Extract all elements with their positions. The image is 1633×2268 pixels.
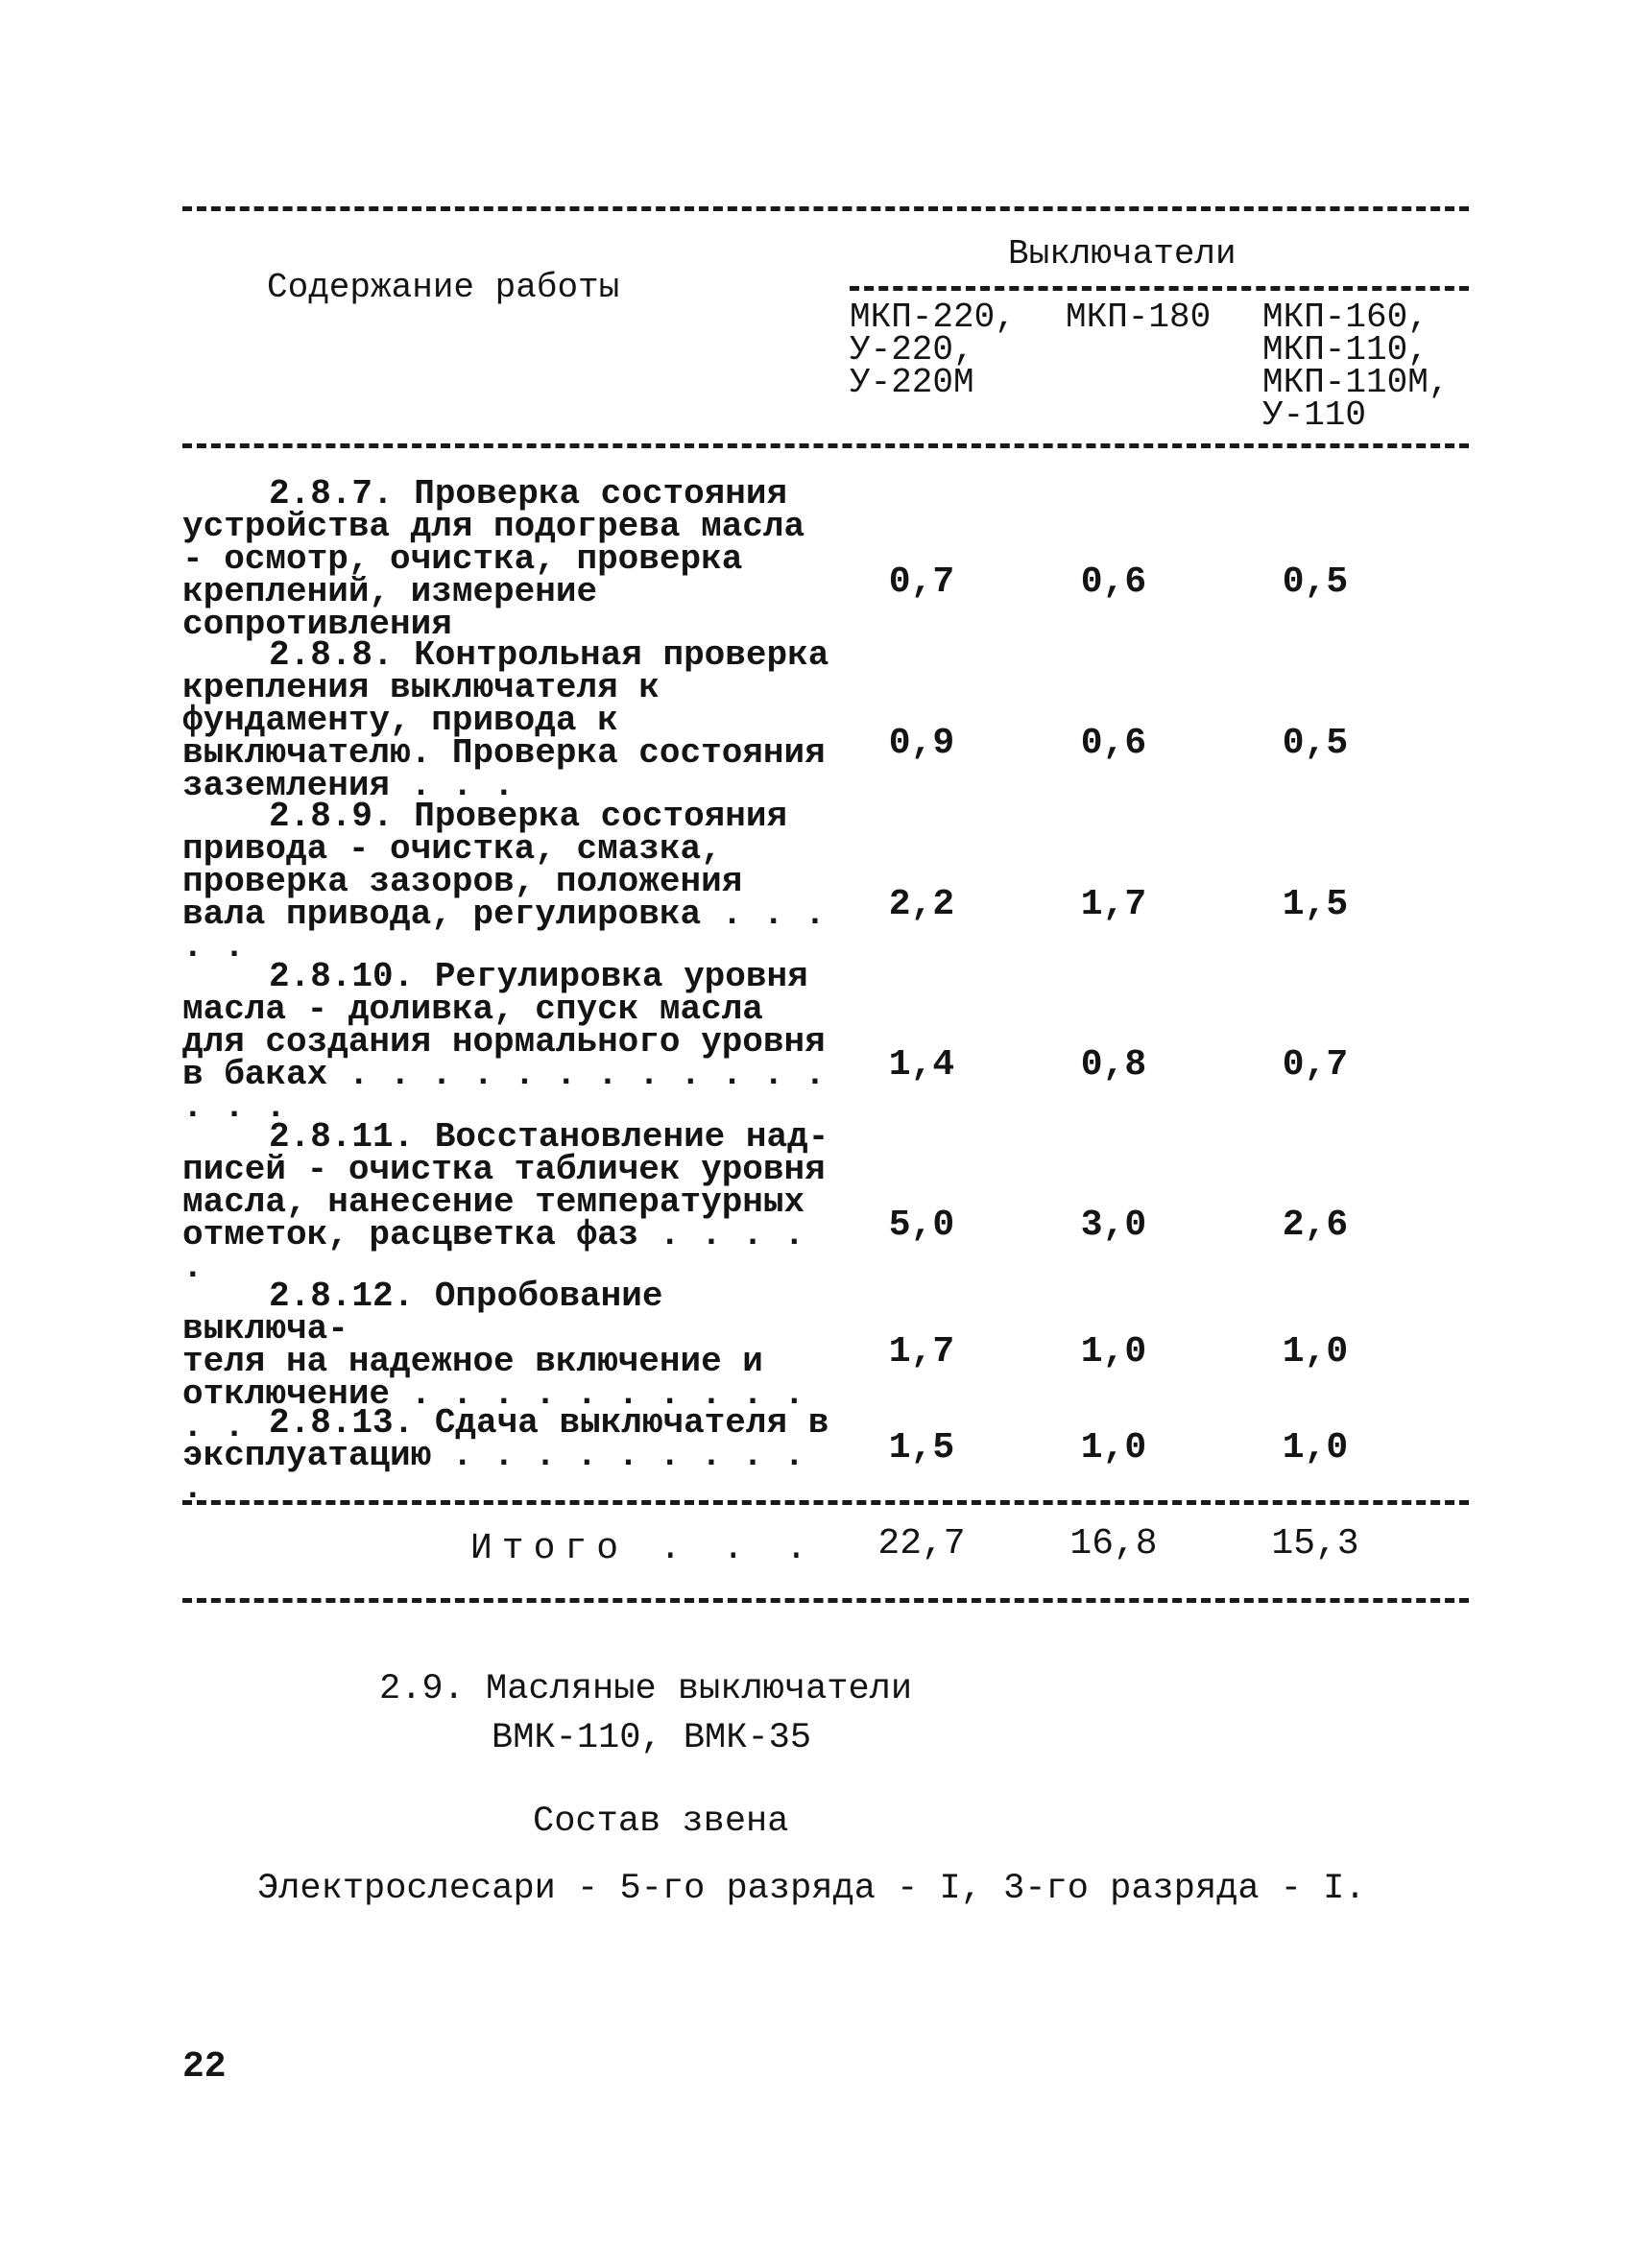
total-label: Итого . . . [470, 1528, 817, 1569]
value-cell: 1,5 [1282, 884, 1349, 925]
value-cell: 1,7 [1080, 884, 1147, 925]
row-title: 2.8.13. Сдача выключателя в [269, 1403, 829, 1443]
value-cell: 0,6 [1080, 723, 1147, 764]
row-title: 2.8.9. Проверка состояния [269, 797, 788, 836]
total-value: 15,3 [1271, 1523, 1359, 1564]
value-cell: 0,7 [1282, 1044, 1349, 1086]
table-top-rule [182, 206, 1469, 211]
value-cell: 2,2 [888, 884, 955, 925]
row-text: писей - очистка табличек уровня масла, нанесение температурных отметок, расцветка фаз . . . . . [182, 1150, 826, 1287]
row-text: крепления выключателя к фундаменту, привода к выключателю. Проверка состояния заземления . . . [182, 668, 826, 805]
value-cell: 0,5 [1282, 723, 1349, 764]
section-heading: 2.9. Масляные выключатели [379, 1669, 913, 1709]
row-description [182, 474, 835, 644]
row-description [182, 957, 835, 1127]
crew-composition: Электрослесари - 5-го разряда - I, 3-го разряда - I. [257, 1869, 1366, 1909]
value-cell: 1,4 [888, 1044, 955, 1086]
value-cell: 1,0 [1282, 1427, 1349, 1468]
row-description [182, 797, 835, 967]
work-content-header: Содержание работы [267, 268, 620, 307]
row-title: 2.8.11. Восстановление над- [269, 1117, 829, 1157]
column-header-mkp180: МКП-180 [1066, 298, 1212, 337]
row-description [182, 635, 835, 805]
section-heading-models: ВМК-110, ВМК-35 [492, 1718, 812, 1758]
row-text: привода - очистка, смазка, проверка зазоров, положения вала привода, регулировка . . . . . [182, 829, 826, 967]
value-cell: 1,0 [1080, 1427, 1147, 1468]
value-cell: 1,0 [1080, 1331, 1147, 1373]
value-cell: 0,7 [888, 561, 955, 603]
row-description [182, 1403, 835, 1508]
row-title: 2.8.12. Опробование выключа- [182, 1277, 663, 1349]
header-bottom-rule [182, 443, 1469, 448]
value-cell: 0,8 [1080, 1044, 1147, 1086]
value-cell: 1,7 [888, 1331, 955, 1373]
row-title: 2.8.10. Регулировка уровня [269, 957, 808, 996]
total-value: 22,7 [877, 1523, 966, 1564]
value-cell: 0,5 [1282, 561, 1349, 603]
page-number: 22 [182, 2046, 227, 2088]
column-header-mkp220: МКП-220, У-220, У-220М [850, 298, 1016, 402]
total-value: 16,8 [1069, 1523, 1158, 1564]
table-bottom-rule [182, 1598, 1469, 1603]
row-text: масла - доливка, спуск масла для создания нормального уровня в баках . . . . . . . . . . . . . . . [182, 990, 826, 1127]
column-header-mkp160: МКП-160, МКП-110, МКП-110М, У-110 [1262, 298, 1450, 435]
value-cell: 0,9 [888, 723, 955, 764]
crew-title: Состав звена [533, 1802, 789, 1842]
value-cell: 1,5 [888, 1427, 955, 1468]
total-top-rule [182, 1500, 1469, 1505]
value-cell: 1,0 [1282, 1331, 1349, 1373]
switches-group-header: Выключатели [1008, 234, 1237, 274]
row-title: 2.8.8. Контрольная проверка [269, 635, 829, 675]
row-title: 2.8.7. Проверка состояния [269, 474, 788, 513]
value-cell: 5,0 [888, 1205, 955, 1246]
value-cell: 0,6 [1080, 561, 1147, 603]
value-cell: 2,6 [1282, 1205, 1349, 1246]
row-text: теля на надежное включение и отключение . . . . . . . . . . . . [182, 1342, 805, 1446]
value-cell: 3,0 [1080, 1205, 1147, 1246]
row-text: устройства для подогрева масла - осмотр, очистка, проверка креплений, измерение сопротивления [182, 507, 805, 644]
row-description [182, 1117, 835, 1287]
row-text: эксплуатацию . . . . . . . . . . [182, 1436, 805, 1508]
group-header-rule [850, 286, 1469, 291]
